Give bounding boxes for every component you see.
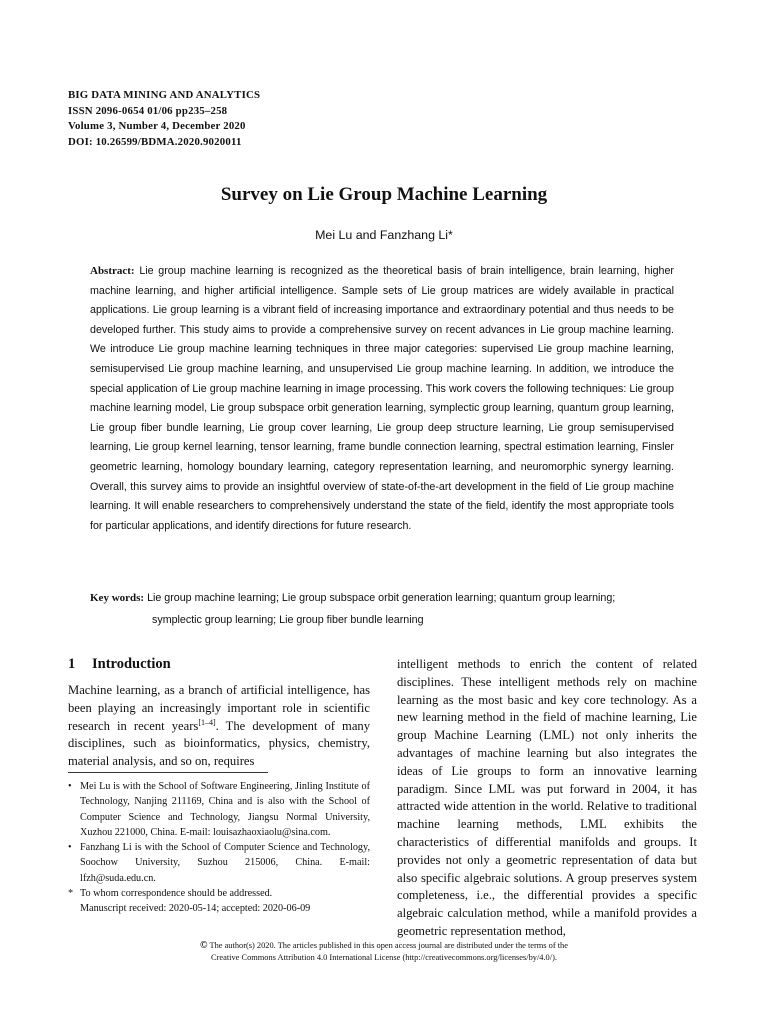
abstract-label: Abstract:: [90, 265, 135, 277]
keywords-line-1: Lie group machine learning; Lie group subspace orbit generation learning; quantum group learning;: [147, 592, 616, 604]
manuscript-dates: Manuscript received: 2020-05-14; accepted: 2020-06-09: [80, 903, 311, 915]
journal-doi: DOI: 10.26599/BDMA.2020.9020011: [68, 135, 242, 148]
abstract: [90, 262, 674, 536]
footnote-correspondence: [68, 886, 370, 901]
copyright-notice: [0, 940, 768, 964]
footnote-affiliation-1: [68, 779, 370, 840]
section-heading: [68, 656, 171, 673]
asterisk-icon: *: [68, 888, 74, 900]
intro-text-left: Machine learning, as a branch of artificial intelligence, has been playing an increasingly important role in scientific research in recent years: [68, 683, 370, 733]
footnote-received: [68, 901, 370, 916]
copyright-line-2: Creative Commons Attribution 4.0 International License (http://creativecommons.org/licenses/by/4.0/).: [211, 953, 557, 962]
paper-authors: Mei Lu and Fanzhang Li*: [315, 228, 453, 242]
keywords: [90, 587, 674, 631]
abstract-text: Lie group machine learning is recognized as the theoretical basis of brain intelligence, brain learning, higher machine learning, and higher artificial intelligence. Sample sets of Lie group matrices are widely available in practical applications. Lie group learning is a vibrant field of increasing importance and extraordinary potential and thus needs to be developed further. This study aims to provide a comprehensive survey on recent advances in Lie group machine learning. We introduce Lie group machine learning techniques in three major categories: supervised Lie group machine learning, semisupervised Lie group machine learning, and unsupervised Lie group machine learning. In addition, we introduce the special application of Lie group machine learning in image processing. This work covers the following techniques: Lie group machine learning model, Lie group subspace orbit generation learning, symplectic group learning, quantum group learning, Lie group fiber bundle learning, Lie group cover learning, Lie group deep structure learning, Lie group semisupervised learning, Lie group kernel learning, tensor learning, frame bundle connection learning, spectral estimation learning, Finsler geometric learning, homology boundary learning, category representation learning, and neuromorphic synergy learning. Overall, this survey aims to provide an insightful overview of state-of-the-art development in the field of Lie group machine learning. It will enable researchers to comprehensively understand the state of the field, identify the most appropriate tools for particular applications, and identify directions for future research.: [90, 265, 674, 532]
journal-volume: Volume 3, Number 4, December 2020: [68, 120, 246, 133]
keywords-label: Key words:: [90, 592, 145, 604]
journal-header: [68, 88, 428, 150]
footnotes: [68, 779, 370, 917]
keywords-line-2: symplectic group learning; Lie group fiber bundle learning: [152, 614, 424, 626]
intro-right-column: intelligent methods to enrich the content of related disciplines. These intelligent methods rely on machine learning as the most basic and key core technology. As a new learning method in the field of machine learning, Lie group Machine Learning (LML) not only inherits the advantages of machine learning but also integrates the ideas of Lie groups to form an innovative learning paradigm. Since LML was put forward in 2004, it has attracted wide attention in the world. Relative to traditional machine learning methods, LML exhibits the characteristics of differential manifolds and groups. It provides not only a geometric representation of data but also specific algebraic solutions. A group preserves system completeness, i.e., the differential provides a specific algebraic calculation method, while a manifold provides a geometric representation method,: [397, 657, 697, 938]
journal-issn: ISSN 2096-0654 01/06 pp235–258: [68, 104, 228, 117]
cc-icon: ©: [200, 940, 208, 951]
footnote-text-3: To whom correspondence should be addressed.: [80, 888, 273, 900]
bullet-icon: •: [68, 781, 72, 792]
footnote-divider: [68, 772, 268, 773]
intro-text-left-cont: . The development of many disciplines, such as bioinformatics, physics, chemistry, material analysis, and so on, requires: [68, 718, 370, 769]
intro-left-column: [68, 682, 370, 771]
footnote-text-1: Mei Lu is with the School of Software Engineering, Jinling Institute of Technology, Nanjing 211169, China and is also with the School of Computer Science and Technology, Jiangsu Normal University, Xuzhou 221000, China. E-mail: louisazhaoxiaolu@sina.com.: [80, 781, 370, 838]
footnote-affiliation-2: [68, 840, 370, 886]
bullet-icon: •: [68, 842, 72, 854]
section-number: 1: [68, 656, 76, 672]
citation[interactable]: [1–4]: [198, 717, 216, 727]
copyright-line-1: The author(s) 2020. The articles published in this open access journal are distributed under the terms of the: [209, 941, 568, 950]
section-title: Introduction: [92, 656, 171, 672]
footnote-text-2: Fanzhang Li is with the School of Computer Science and Technology, Soochow University, Suzhou 215006, China. E-mail: lfzh@suda.edu.cn.: [80, 842, 370, 884]
paper-title: Survey on Lie Group Machine Learning: [220, 184, 548, 205]
journal-name: BIG DATA MINING AND ANALYTICS: [68, 89, 261, 101]
